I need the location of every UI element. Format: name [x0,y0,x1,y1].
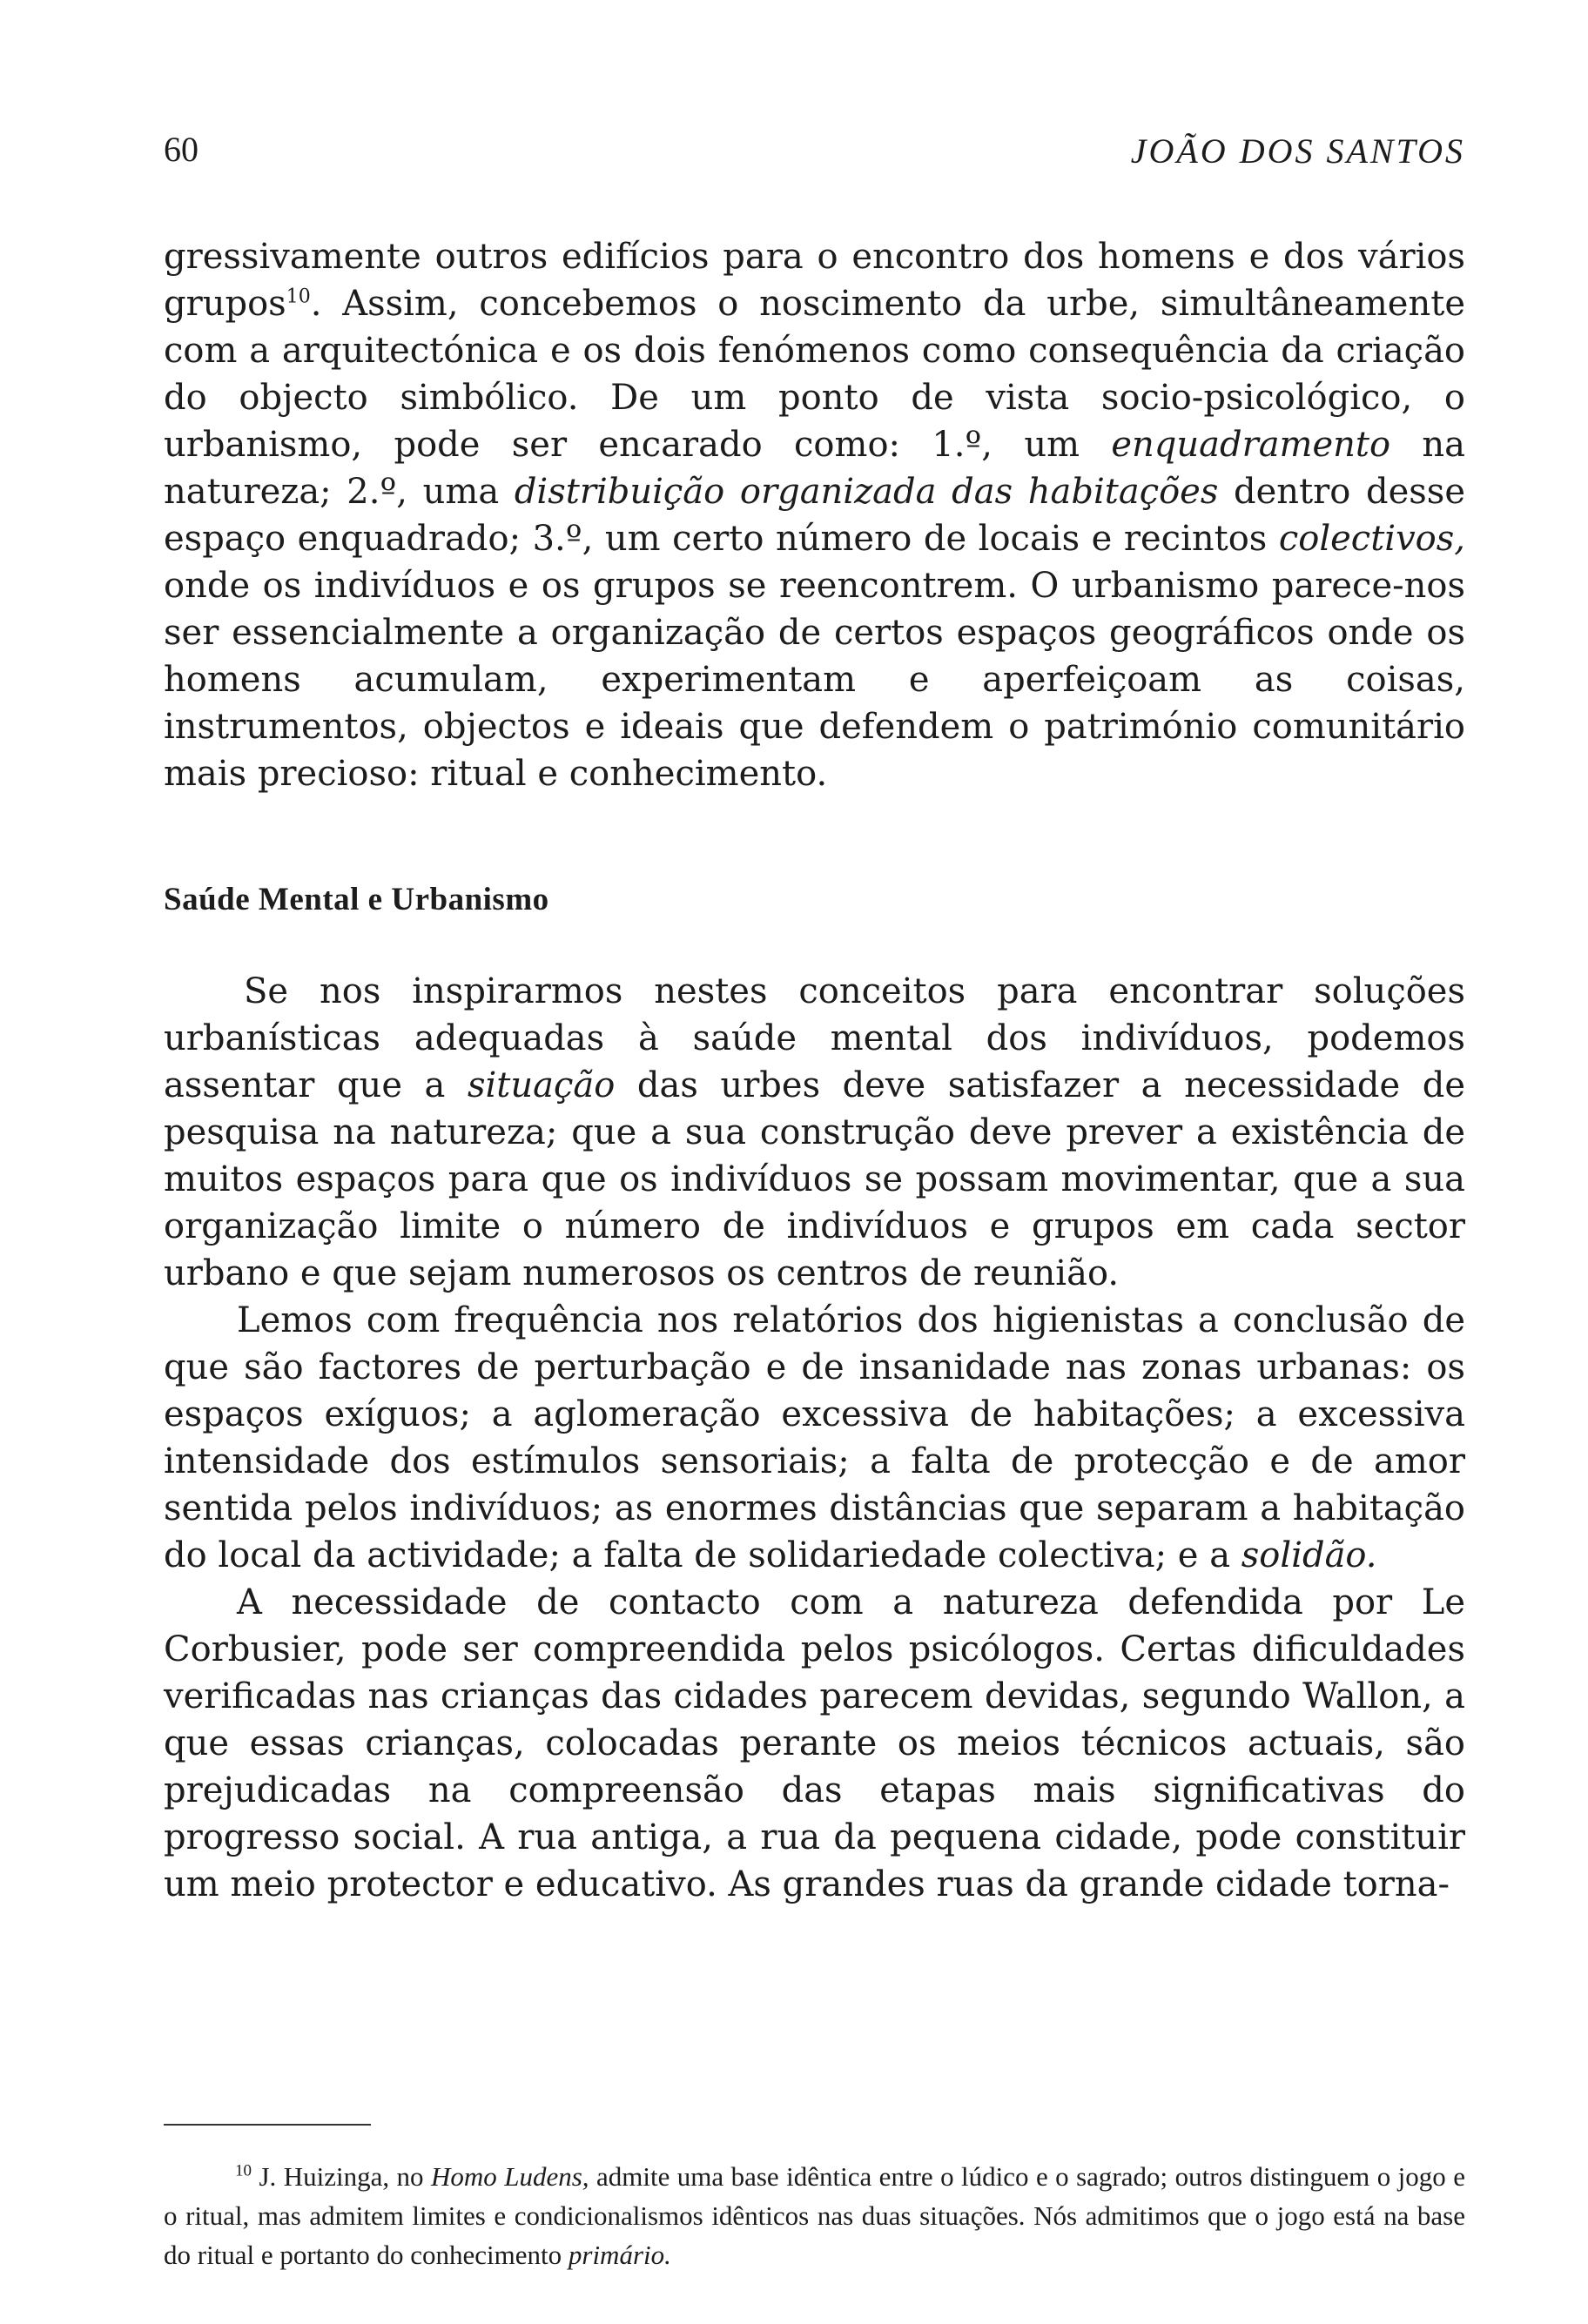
text-run: onde os indivíduos e os grupos se reencontrem. O urbanismo parece-nos ser essencialmente a organização de certos espaços geográficos onde os homens acumulam, experimentam e aperfeiçoam as coisas, instrumentos, objectos e ideais que defendem o património comunitário mais precioso: ritual e conhecimento. [164,566,1465,794]
text-run: Lemos com frequência nos relatórios dos higienistas a conclusão de que são factores de perturbação e de insanidade nas zonas urbanas: os espaços exíguos; a aglomeração excessiva de habitações; a excessiva intensidade dos estímulos sensoriais; a falta de protecção e de amor sentida pelos indivíduos; as enormes distâncias que separam a habitação do local da actividade; a falta de solidariedade colectiva; e a [164,1300,1465,1575]
paragraph [164,233,1465,797]
paragraph [164,1579,1465,1908]
emphasis: distribuição organizada das habitações [514,472,1219,512]
paragraph [164,1297,1465,1579]
running-title: JOÃO DOS SANTOS [1130,131,1465,171]
text-run: Se nos inspirarmos nestes conceitos para encontrar soluções urbanísticas adequadas à saúde mental dos indivíduos, podemos assentar que a [164,971,1465,1105]
section-body [164,968,1465,1908]
footnote [164,2157,1465,2274]
emphasis: enquadramento [1111,425,1391,465]
section-heading: Saúde Mental e Urbanismo [164,882,549,917]
emphasis: colectivos, [1278,519,1465,559]
text-run: . Assim, concebemos o noscimento da urbe, simultâneamente com a arquitectónica e os dois fenómenos como consequência da criação do objecto simbólico. De um ponto de vista socio-psicológico, o urbanismo, pode ser encarado como: 1.º, um [164,284,1465,465]
footnote-number: 10 [235,2161,252,2180]
text-run: J. Huizinga, no [252,2161,431,2192]
emphasis: Homo Ludens, [430,2161,589,2192]
page-number: 60 [164,130,198,169]
text-run: das urbes deve satisfazer a necessidade de pesquisa na natureza; que a sua construção deve prever a existência de muitos espaços para que os indivíduos se possam movimentar, que a sua organização limite o número de indivíduos e grupos em cada sector urbano e que sejam numerosos os centros de reunião. [164,1065,1465,1293]
running-header [164,129,1465,181]
footnote-divider [164,2124,371,2126]
footnote-text [164,2157,1465,2274]
footnote-reference: 10 [286,285,311,308]
emphasis: primário. [568,2240,671,2270]
text-run: admite uma base idêntica entre o lúdico e o sagrado; outros distinguem o jogo e o ritual, mas admitem limites e condicionalismos idênticos nas duas situações. Nós admitimos que o jogo está na base do ritual e portanto do conhecimento [164,2161,1466,2270]
emphasis: situação [467,1065,616,1105]
text-run: A necessidade de contacto com a natureza defendida por Le Corbusier, pode ser compreendida pelos psicólogos. Certas dificuldades verificadas nas crianças das cidades parecem devidas, segundo Wallon, a que essas crianças, colocadas perante os meios técnicos actuais, são prejudicadas na compreensão das etapas mais significativas do progresso social. A rua antiga, a rua da pequena cidade, pode constituir um meio protector e educativo. As grandes ruas da grande cidade torna- [164,1582,1465,1904]
opening-paragraph [164,233,1465,797]
paragraph [164,968,1465,1297]
text-run: na natureza; 2.º, uma [164,425,1466,512]
text-run: dentro desse espaço enquadrado; 3.º, um certo número de locais e recintos [164,472,1465,559]
text-run: gressivamente outros edifícios para o encontro dos homens e dos vários grupos [164,237,1465,324]
emphasis: solidão. [1241,1535,1377,1575]
